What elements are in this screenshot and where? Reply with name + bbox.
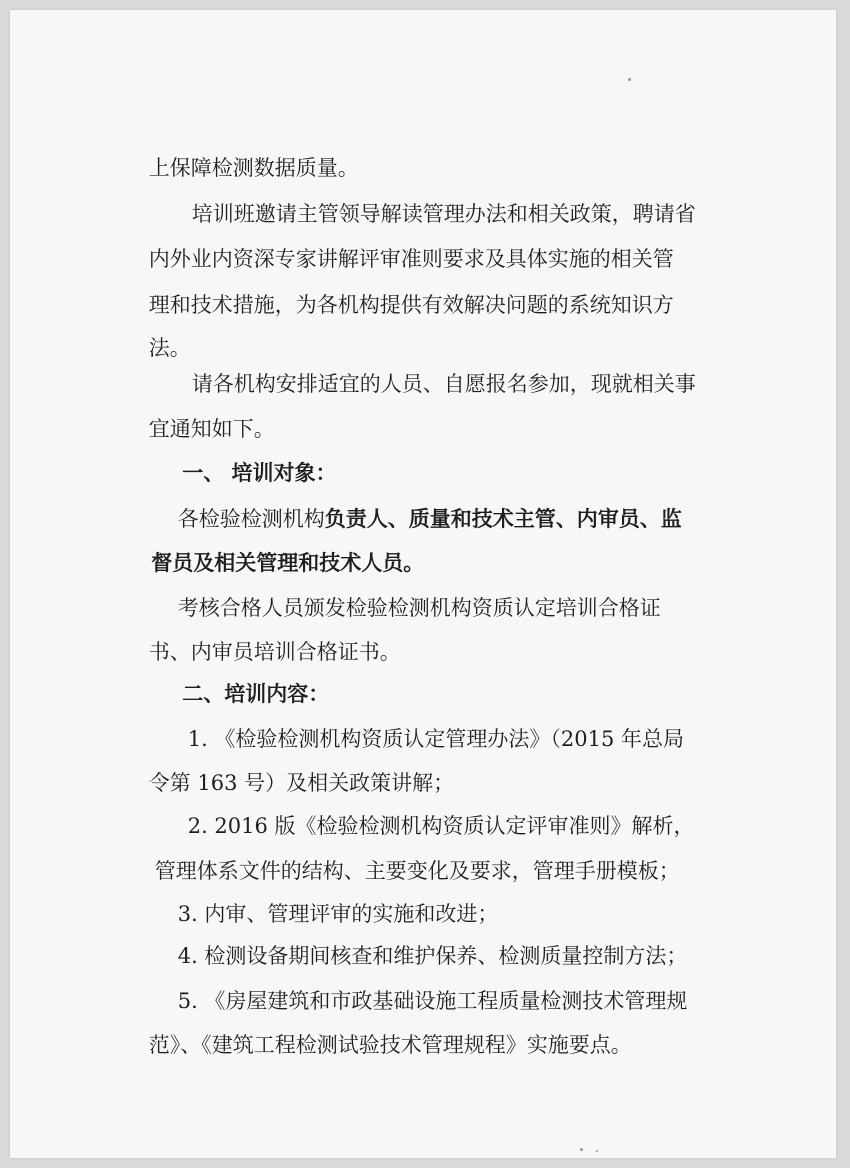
heading-text: 一、 培训对象：: [182, 460, 337, 485]
paragraph-training-class-cont: [122, 199, 850, 271]
list-item-2: [161, 766, 850, 838]
section-heading-1: [153, 413, 850, 485]
text-line: 4. 检测设备期间核查和维护保养、检测质量控制方法；: [177, 944, 688, 968]
text-line: 内外业内资深专家讲解评审准则要求及具体实施的相关管: [148, 247, 674, 271]
list-item-2-cont: [128, 811, 850, 883]
text-line: 5. 《房屋建筑和市政基础设施工程质量检测技术管理规: [177, 989, 688, 1013]
text-line: 2. 2016 版《检验检测机构资质认定评审准则》解析，: [187, 814, 695, 838]
list-item-4: [151, 896, 850, 968]
paragraph-target: [151, 459, 850, 531]
list-item-3: [151, 854, 850, 926]
text-line: 上保障检测数据质量。: [148, 156, 359, 180]
text-line: 范》、《建筑工程检测试验技术管理规程》实施要点。: [148, 1033, 632, 1057]
scan-speck: [628, 78, 631, 81]
text-line: 书、内审员培训合格证书。: [148, 640, 401, 664]
text-line: 考核合格人员颁发检验检测机构资质认定培训合格证: [177, 596, 661, 620]
heading-text: 二、培训内容：: [182, 681, 330, 706]
scan-speck: [580, 1148, 583, 1151]
paragraph-registration-cont: [122, 369, 850, 441]
text-line: 理和技术措施，为各机构提供有效解决问题的系统知识方: [148, 293, 674, 317]
paragraph-training-class: [165, 154, 850, 226]
scan-speck: [596, 1150, 598, 1152]
paragraph-training-class-cont: [122, 245, 850, 317]
section-heading-2: [153, 634, 850, 706]
text-line: 法。: [148, 336, 191, 360]
text-line: 3. 内审、管理评审的实施和改进；: [177, 902, 499, 926]
text-line: 请各机构安排适宜的人员、自愿报名参加，现就相关事: [191, 372, 696, 396]
bold-text: 负责人、质量和技术主管、内审员、监: [324, 506, 682, 531]
bold-text: 督员及相关管理和技术人员。: [151, 550, 425, 575]
paragraph-registration: [165, 324, 850, 396]
document-page: [10, 10, 836, 1158]
list-item-1-cont: [122, 723, 850, 795]
paragraph-target-cont: [122, 503, 850, 575]
text-line: 宜通知如下。: [148, 417, 275, 441]
list-item-1: [161, 679, 850, 751]
text-line: 1. 《检验检测机构资质认定管理办法》（2015 年总局: [187, 727, 685, 751]
list-item-5-cont: [122, 985, 850, 1057]
list-item-5: [151, 941, 850, 1013]
text-line: 各检验检测机构: [177, 507, 325, 531]
text-line: 管理体系文件的结构、主要变化及要求，管理手册模板；: [154, 859, 680, 883]
paragraph-certificate: [151, 548, 850, 620]
text-line: 令第 163 号）及相关政策讲解；: [148, 771, 455, 795]
paragraph-intro-tail: [122, 108, 850, 180]
paragraph-certificate-cont: [122, 592, 850, 664]
text-line: 培训班邀请主管领导解读管理办法和相关政策，聘请省: [191, 202, 696, 226]
paragraph-training-class-cont: [122, 288, 850, 360]
